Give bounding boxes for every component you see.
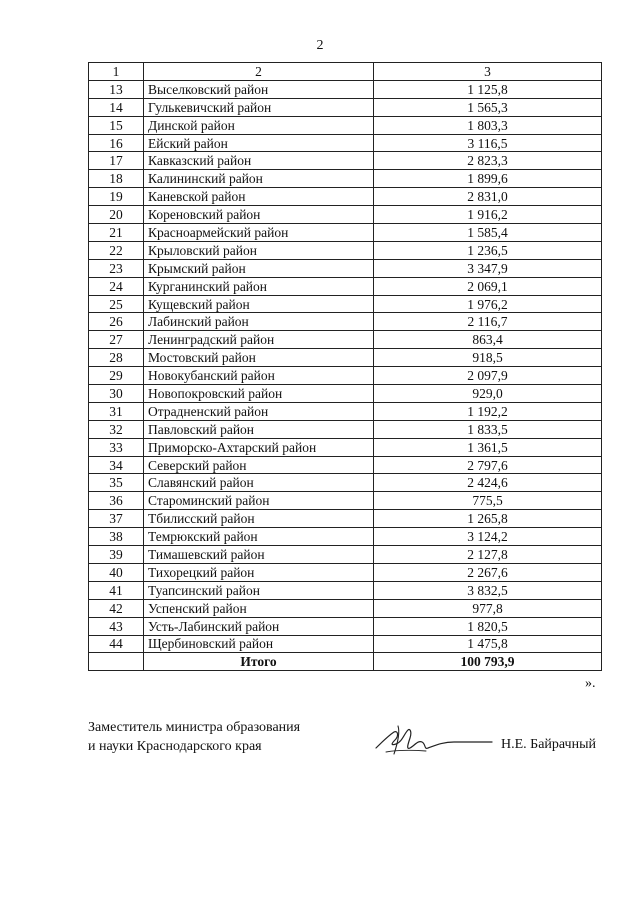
table-row [89,635,602,653]
table-row [89,563,602,581]
row-number: 19 [89,188,144,206]
district-name: Ленинградский район [144,331,374,349]
district-name: Тбилисский район [144,510,374,528]
district-name: Новокубанский район [144,367,374,385]
row-number: 35 [89,474,144,492]
district-value: 1 192,2 [374,402,602,420]
district-name: Отрадненский район [144,402,374,420]
table-row [89,349,602,367]
district-value: 3 832,5 [374,581,602,599]
district-value: 2 267,6 [374,563,602,581]
district-value: 1 899,6 [374,170,602,188]
table-row [89,510,602,528]
table-row [89,474,602,492]
district-name: Приморско-Ахтарский район [144,438,374,456]
row-number: 20 [89,206,144,224]
table-row [89,385,602,403]
table-row [89,277,602,295]
districts-table [88,62,602,671]
row-number: 15 [89,116,144,134]
district-name: Крымский район [144,259,374,277]
district-value: 1 820,5 [374,617,602,635]
district-value: 2 797,6 [374,456,602,474]
district-name: Мостовский район [144,349,374,367]
table-row [89,295,602,313]
district-name: Красноармейский район [144,224,374,242]
district-value: 2 069,1 [374,277,602,295]
table-row [89,599,602,617]
district-name: Крыловский район [144,241,374,259]
district-value: 2 424,6 [374,474,602,492]
table-row [89,224,602,242]
district-value: 863,4 [374,331,602,349]
closing-quote-mark: ». [585,676,596,691]
row-number: 36 [89,492,144,510]
district-value: 918,5 [374,349,602,367]
row-number: 28 [89,349,144,367]
table-row [89,617,602,635]
row-number: 30 [89,385,144,403]
table-row [89,438,602,456]
table-row [89,420,602,438]
table-row [89,528,602,546]
row-number: 14 [89,98,144,116]
district-name: Тихорецкий район [144,563,374,581]
district-name: Туапсинский район [144,581,374,599]
row-number: 43 [89,617,144,635]
district-value: 2 831,0 [374,188,602,206]
table-row [89,80,602,98]
table-row [89,331,602,349]
total-label: Итого [144,653,374,671]
district-name: Тимашевский район [144,546,374,564]
row-number: 42 [89,599,144,617]
row-number: 24 [89,277,144,295]
table-row [89,188,602,206]
table-row [89,206,602,224]
row-number: 21 [89,224,144,242]
district-name: Курганинский район [144,277,374,295]
signatory-position [88,718,300,756]
district-value: 1 803,3 [374,116,602,134]
table-row [89,259,602,277]
handwritten-signature [368,720,498,760]
district-name: Успенский район [144,599,374,617]
table-body [89,80,602,670]
district-value: 1 125,8 [374,80,602,98]
table-row [89,492,602,510]
row-number: 13 [89,80,144,98]
row-number: 27 [89,331,144,349]
table-row [89,241,602,259]
row-number: 39 [89,546,144,564]
district-value: 2 823,3 [374,152,602,170]
table-row [89,116,602,134]
district-value: 1 916,2 [374,206,602,224]
row-number: 44 [89,635,144,653]
total-number [89,653,144,671]
district-name: Калининский район [144,170,374,188]
district-name: Динской район [144,116,374,134]
district-name: Усть-Лабинский район [144,617,374,635]
district-value: 1 361,5 [374,438,602,456]
signatory-name: Н.Е. Байрачный [501,737,596,752]
district-value: 977,8 [374,599,602,617]
district-value: 1 475,8 [374,635,602,653]
table-row [89,367,602,385]
district-value: 3 116,5 [374,134,602,152]
row-number: 41 [89,581,144,599]
district-name: Староминский район [144,492,374,510]
table-row [89,546,602,564]
table-header-row [89,63,602,81]
table-row [89,152,602,170]
district-value: 775,5 [374,492,602,510]
district-name: Новопокровский район [144,385,374,403]
district-name: Ейский район [144,134,374,152]
row-number: 17 [89,152,144,170]
header-col-1: 1 [89,63,144,81]
row-number: 40 [89,563,144,581]
district-name: Каневской район [144,188,374,206]
table-row [89,98,602,116]
district-value: 1 265,8 [374,510,602,528]
header-col-3: 3 [374,63,602,81]
district-name: Павловский район [144,420,374,438]
row-number: 25 [89,295,144,313]
district-value: 1 585,4 [374,224,602,242]
district-name: Щербиновский район [144,635,374,653]
row-number: 26 [89,313,144,331]
row-number: 37 [89,510,144,528]
row-number: 33 [89,438,144,456]
district-name: Гулькевичский район [144,98,374,116]
district-name: Лабинский район [144,313,374,331]
row-number: 18 [89,170,144,188]
row-number: 23 [89,259,144,277]
table-row [89,456,602,474]
district-name: Северский район [144,456,374,474]
total-value: 100 793,9 [374,653,602,671]
row-number: 29 [89,367,144,385]
position-line-1: Заместитель министра образования [88,720,301,735]
header-col-2: 2 [144,63,374,81]
district-name: Славянский район [144,474,374,492]
row-number: 31 [89,402,144,420]
position-line-2: и науки Краснодарского края [88,739,262,754]
district-name: Темрюкский район [144,528,374,546]
table-row [89,313,602,331]
row-number: 38 [89,528,144,546]
table-total-row [89,653,602,671]
row-number: 32 [89,420,144,438]
district-value: 1 833,5 [374,420,602,438]
row-number: 34 [89,456,144,474]
district-value: 2 127,8 [374,546,602,564]
table-row [89,581,602,599]
table-row [89,402,602,420]
district-value: 1 236,5 [374,241,602,259]
district-value: 2 116,7 [374,313,602,331]
district-value: 2 097,9 [374,367,602,385]
district-value: 3 347,9 [374,259,602,277]
page-number: 2 [316,38,324,53]
district-name: Выселковский район [144,80,374,98]
district-value: 1 976,2 [374,295,602,313]
district-name: Кущевский район [144,295,374,313]
table-row [89,134,602,152]
row-number: 22 [89,241,144,259]
district-value: 3 124,2 [374,528,602,546]
district-value: 1 565,3 [374,98,602,116]
district-name: Кавказский район [144,152,374,170]
row-number: 16 [89,134,144,152]
district-name: Кореновский район [144,206,374,224]
district-value: 929,0 [374,385,602,403]
table-row [89,170,602,188]
